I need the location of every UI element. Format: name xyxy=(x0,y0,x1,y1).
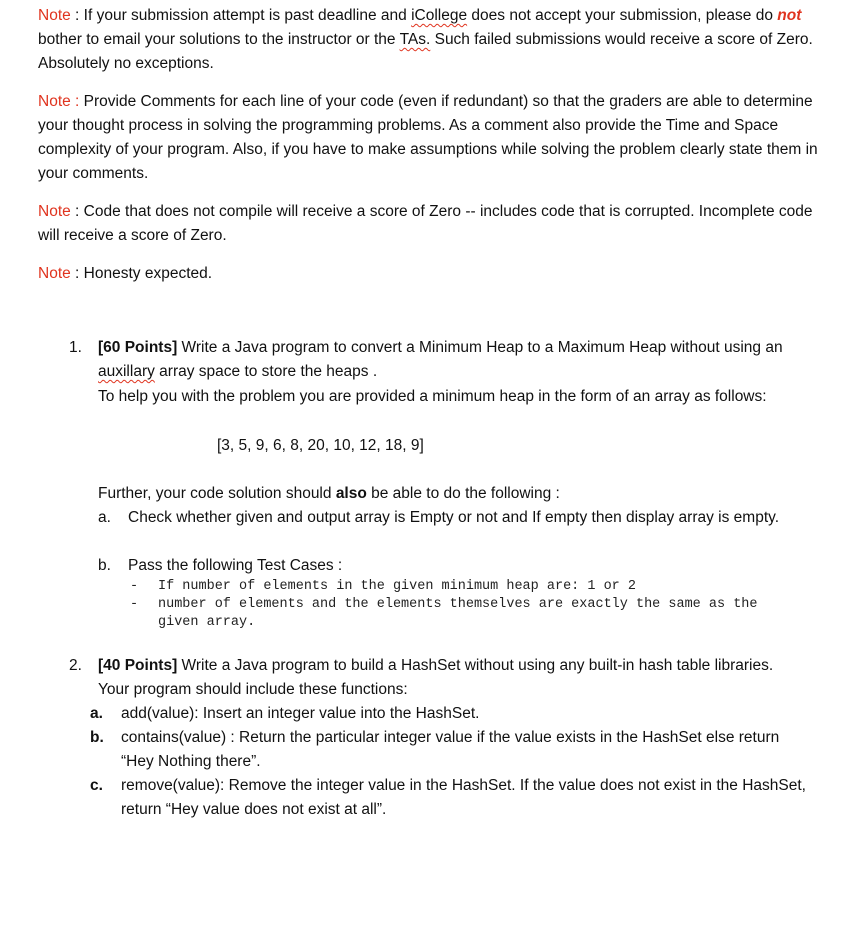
note-1-text-a: : If your submission attempt is past deadline and xyxy=(70,7,412,24)
test-case-1: If number of elements in the given minimum heap are: 1 or 2 xyxy=(158,579,636,594)
note-3 xyxy=(38,200,828,248)
q1-further-b: be able to do the following : xyxy=(366,485,560,502)
auxillary-word: auxillary xyxy=(98,363,155,380)
q2-points: [40 Points] xyxy=(98,657,178,674)
note-1 xyxy=(38,4,828,76)
note-1-text-d: Such failed submissions would receive a score of Zero. Absolutely no exceptions. xyxy=(38,31,813,72)
q2-text: Write a Java program to build a HashSet without using any built-in hash table libraries. Your program should include these functions: xyxy=(98,657,774,698)
q1-text-b: array space to store the heaps . xyxy=(154,363,378,380)
note-colon: : xyxy=(70,203,84,220)
q1-a-marker: a. xyxy=(98,509,111,526)
icollege-word: iCollege xyxy=(411,7,468,24)
note-2-text: Provide Comments for each line of your code (even if redundant) so that the graders are able to determine your thought process in solving the programming problems. As a comment also provide the Time and Space complexity of your program. Also, if you have to make assumptions while solving the problem clearly state them in your comments. xyxy=(38,93,818,182)
q1-help-text: To help you with the problem you are provided a minimum heap in the form of an array as follows: xyxy=(98,388,767,405)
also-emphasis: also xyxy=(335,485,367,502)
q2-c-marker: c. xyxy=(90,777,103,794)
q1-further-a: Further, your code solution should xyxy=(98,485,336,502)
q1-number: 1. xyxy=(69,339,82,356)
q1-prompt xyxy=(98,336,788,384)
q1-points: [60 Points] xyxy=(98,339,178,356)
test-case-2: number of elements and the elements themselves are exactly the same as the given array. xyxy=(158,597,758,630)
q2-c-text: remove(value): Remove the integer value in the HashSet. If the value does not exist in the HashSet, return “Hey value does not exist at all”. xyxy=(121,777,806,818)
note-1-text-b: does not accept your submission, please do xyxy=(467,7,778,24)
q2-a-text: add(value): Insert an integer value into the HashSet. xyxy=(121,705,480,722)
test-case-dash: - xyxy=(130,579,139,594)
tas-word: TAs. xyxy=(399,31,431,48)
q1-b-text: Pass the following Test Cases : xyxy=(128,557,343,574)
q1-a-text: Check whether given and output array is Empty or not and If empty then display array is empty. xyxy=(128,509,780,526)
note-label: Note xyxy=(38,93,71,110)
q2-a-marker: a. xyxy=(90,705,103,722)
note-3-text: Code that does not compile will receive a score of Zero -- includes code that is corrupted. Incomplete code will receive a score of Zero. xyxy=(38,203,813,244)
note-4 xyxy=(38,262,828,286)
note-colon: : xyxy=(70,265,84,282)
note-label: Note xyxy=(38,265,71,282)
q1-further xyxy=(98,482,798,506)
note-label: Note xyxy=(38,203,71,220)
note-4-text: Honesty expected. xyxy=(83,265,213,282)
q2-b-text: contains(value) : Return the particular integer value if the value exists in the HashSet else return “Hey Nothing there”. xyxy=(121,729,780,770)
q2-number: 2. xyxy=(69,657,82,674)
min-heap-array: [3, 5, 9, 6, 8, 20, 10, 12, 18, 9] xyxy=(217,437,424,454)
note-colon: : xyxy=(70,93,84,110)
note-2 xyxy=(38,90,828,186)
q1-text-a: Write a Java program to convert a Minimum Heap to a Maximum Heap without using an xyxy=(177,339,783,356)
q2-b-marker: b. xyxy=(90,729,104,746)
test-case-dash: - xyxy=(130,597,139,612)
q2-prompt xyxy=(98,654,788,702)
note-1-text-c: bother to email your solutions to the instructor or the xyxy=(38,31,400,48)
note-label: Note xyxy=(38,7,71,24)
q1-b-marker: b. xyxy=(98,557,111,574)
not-emphasis: not xyxy=(777,7,802,24)
